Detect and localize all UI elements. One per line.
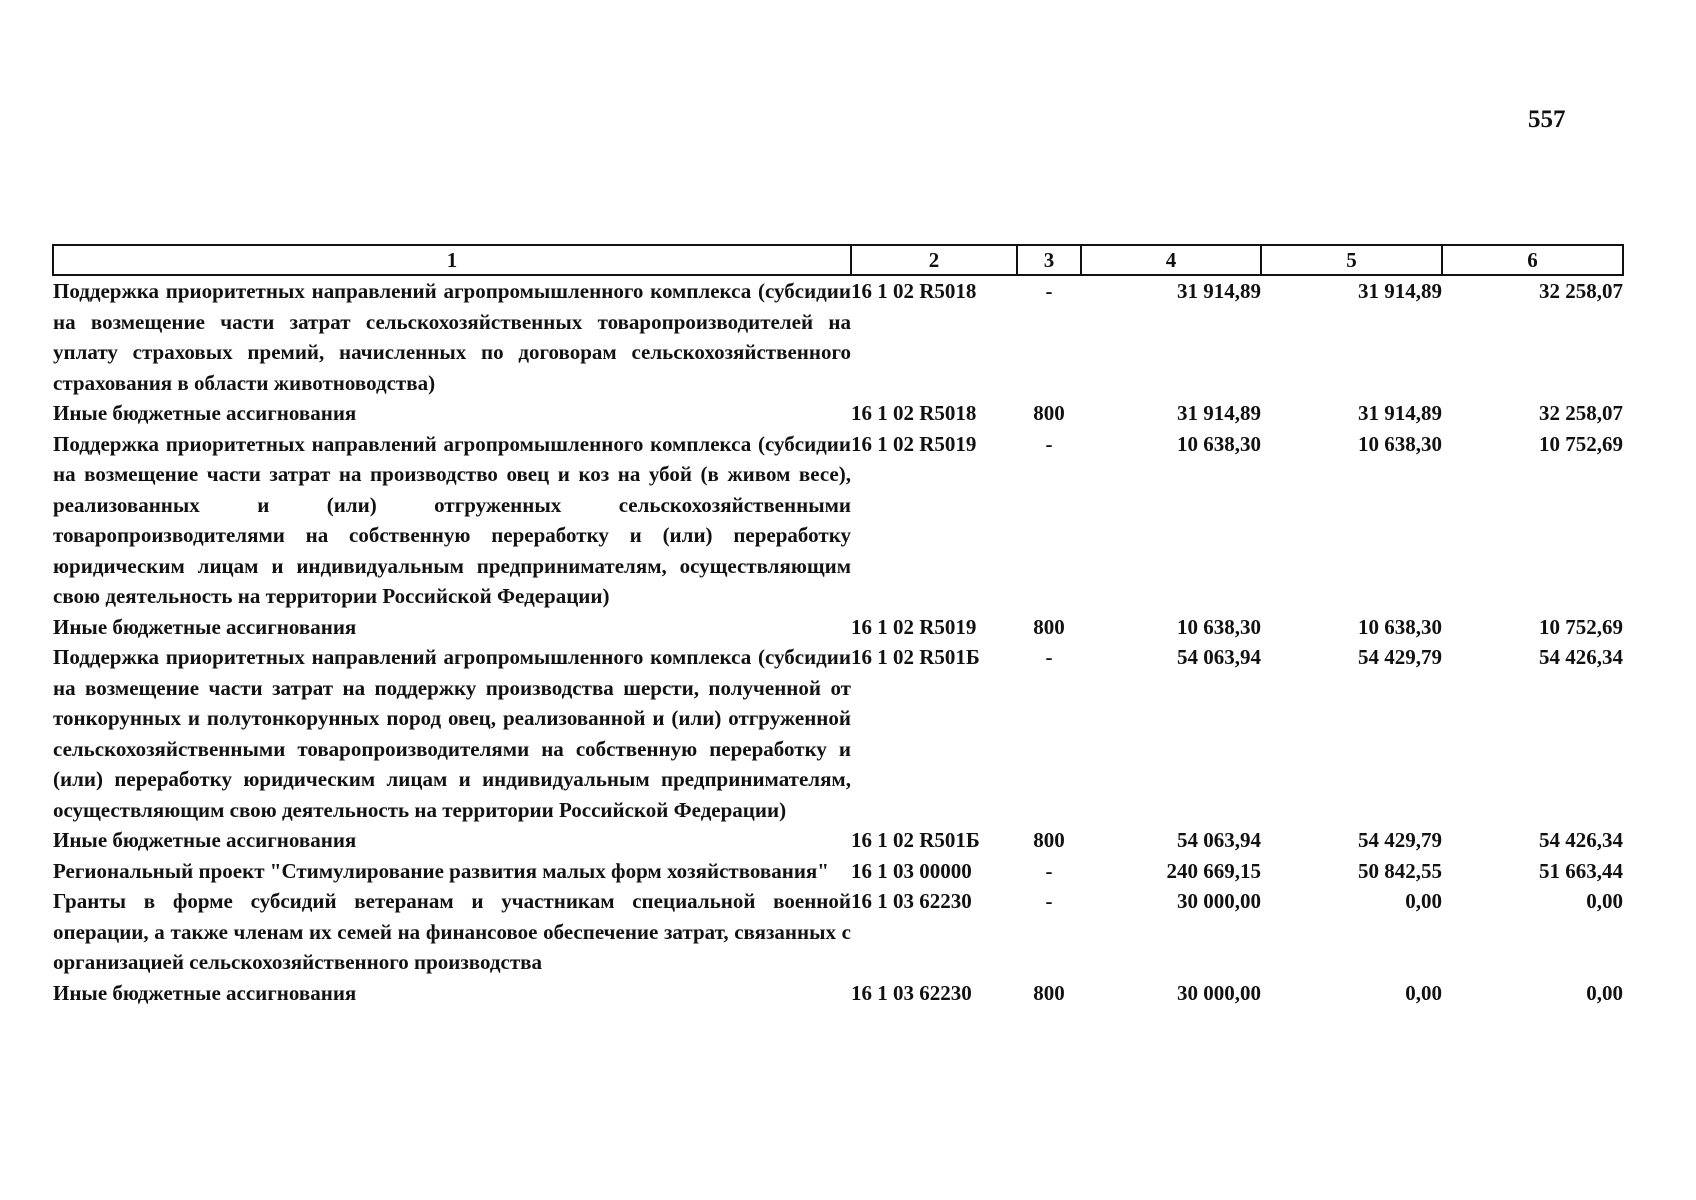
row-expense-type: 800 <box>1033 828 1065 852</box>
row-name: Поддержка приоритетных направлений агропромышленного комплекса (субсидии на возмещение части затрат сельскохозяйственных товаропроизводителей на уплату страховых премий, начисленных по договорам сельскохозяйственного страхования в области животноводства) <box>53 279 851 395</box>
row-value-col6: 54 426,34 <box>1539 828 1623 852</box>
row-name: Иные бюджетные ассигнования <box>53 614 357 639</box>
table-row <box>53 856 1623 887</box>
header-col-1: 1 <box>53 245 851 275</box>
row-target-code: 16 1 03 62230 <box>851 889 972 913</box>
row-value-col6: 54 426,34 <box>1539 645 1623 669</box>
table-body <box>53 275 1623 1008</box>
row-target-code: 16 1 02 R5019 <box>851 614 977 639</box>
row-name: Иные бюджетные ассигнования <box>53 980 357 1005</box>
row-name: Поддержка приоритетных направлений агропромышленного комплекса (субсидии на возмещение части затрат на производство овец и коз на убой (в живом весе), реализованных и (или) отгруженных сельскохозяйственными товаропроизводителями на собственную переработку и (или) переработку юридическим лицам и индивидуальным предпринимателям, осуществляющим свою деятельность на территории Российской Федерации) <box>53 431 851 608</box>
header-col-5: 5 <box>1261 245 1442 275</box>
row-value-col4: 54 063,94 <box>1177 828 1261 852</box>
row-expense-type: 800 <box>1033 401 1065 425</box>
row-value-col5: 10 638,30 <box>1358 614 1442 639</box>
row-value-col6: 0,00 <box>1586 889 1623 913</box>
row-value-col5: 0,00 <box>1405 889 1442 913</box>
row-target-code: 16 1 02 R5019 <box>851 431 977 456</box>
row-target-code: 16 1 02 R5018 <box>851 279 977 303</box>
row-expense-type: - <box>1045 431 1053 456</box>
row-value-col6: 32 258,07 <box>1539 279 1623 303</box>
row-value-col6: 32 258,07 <box>1539 401 1623 425</box>
header-col-6: 6 <box>1442 245 1623 275</box>
table-row <box>53 886 1623 978</box>
row-target-code: 16 1 03 00000 <box>851 858 972 883</box>
table-row <box>53 275 1623 398</box>
row-name: Иные бюджетные ассигнования <box>53 828 357 852</box>
row-value-col4: 30 000,00 <box>1177 980 1261 1005</box>
row-expense-type: - <box>1045 645 1053 669</box>
page-number: 557 <box>1528 106 1566 133</box>
row-value-col5: 10 638,30 <box>1358 431 1442 456</box>
header-col-3: 3 <box>1017 245 1081 275</box>
row-value-col6: 10 752,69 <box>1539 431 1623 456</box>
table-row <box>53 642 1623 825</box>
row-value-col4: 10 638,30 <box>1177 431 1261 456</box>
table-row <box>53 612 1623 643</box>
budget-table <box>52 244 1624 1008</box>
row-value-col4: 240 669,15 <box>1166 858 1261 883</box>
row-target-code: 16 1 02 R501Б <box>851 828 980 852</box>
row-target-code: 16 1 03 62230 <box>851 980 972 1005</box>
table-row <box>53 978 1623 1009</box>
row-value-col4: 10 638,30 <box>1177 614 1261 639</box>
row-value-col5: 50 842,55 <box>1358 858 1442 883</box>
row-value-col4: 31 914,89 <box>1177 401 1261 425</box>
row-name: Поддержка приоритетных направлений агропромышленного комплекса (субсидии на возмещение части затрат на поддержку производства шерсти, полученной от тонкорунных и полутонкорунных пород овец, реализованной и (или) отгруженной сельскохозяйственными товаропроизводителями на собственную переработку и (или) переработку юридическим лицам и индивидуальным предпринимателям, осуществляющим свою деятельность на территории Российской Федерации) <box>53 645 851 822</box>
row-name: Иные бюджетные ассигнования <box>53 401 357 425</box>
row-value-col4: 54 063,94 <box>1177 645 1261 669</box>
row-value-col4: 31 914,89 <box>1177 279 1261 303</box>
row-value-col5: 31 914,89 <box>1358 401 1442 425</box>
table-header <box>53 245 1623 275</box>
table-row <box>53 398 1623 429</box>
row-expense-type: 800 <box>1033 614 1065 639</box>
row-value-col6: 10 752,69 <box>1539 614 1623 639</box>
row-value-col5: 54 429,79 <box>1358 828 1442 852</box>
row-expense-type: 800 <box>1033 980 1065 1005</box>
header-row <box>53 245 1623 275</box>
table-row <box>53 825 1623 856</box>
row-name: Региональный проект "Стимулирование развития малых форм хозяйствования" <box>53 858 829 883</box>
row-target-code: 16 1 02 R5018 <box>851 401 977 425</box>
row-value-col6: 51 663,44 <box>1539 858 1623 883</box>
row-name: Гранты в форме субсидий ветеранам и участникам специальной военной операции, а также членам их семей на финансовое обеспечение затрат, связанных с организацией сельскохозяйственного производства <box>53 889 851 974</box>
row-value-col4: 30 000,00 <box>1177 889 1261 913</box>
row-target-code: 16 1 02 R501Б <box>851 645 980 669</box>
header-col-2: 2 <box>851 245 1017 275</box>
row-value-col5: 31 914,89 <box>1358 279 1442 303</box>
header-col-4: 4 <box>1081 245 1261 275</box>
row-value-col5: 0,00 <box>1405 980 1442 1005</box>
row-value-col5: 54 429,79 <box>1358 645 1442 669</box>
table-row <box>53 429 1623 612</box>
row-expense-type: - <box>1045 889 1053 913</box>
row-expense-type: - <box>1045 279 1053 303</box>
row-value-col6: 0,00 <box>1586 980 1623 1005</box>
row-expense-type: - <box>1045 858 1053 883</box>
